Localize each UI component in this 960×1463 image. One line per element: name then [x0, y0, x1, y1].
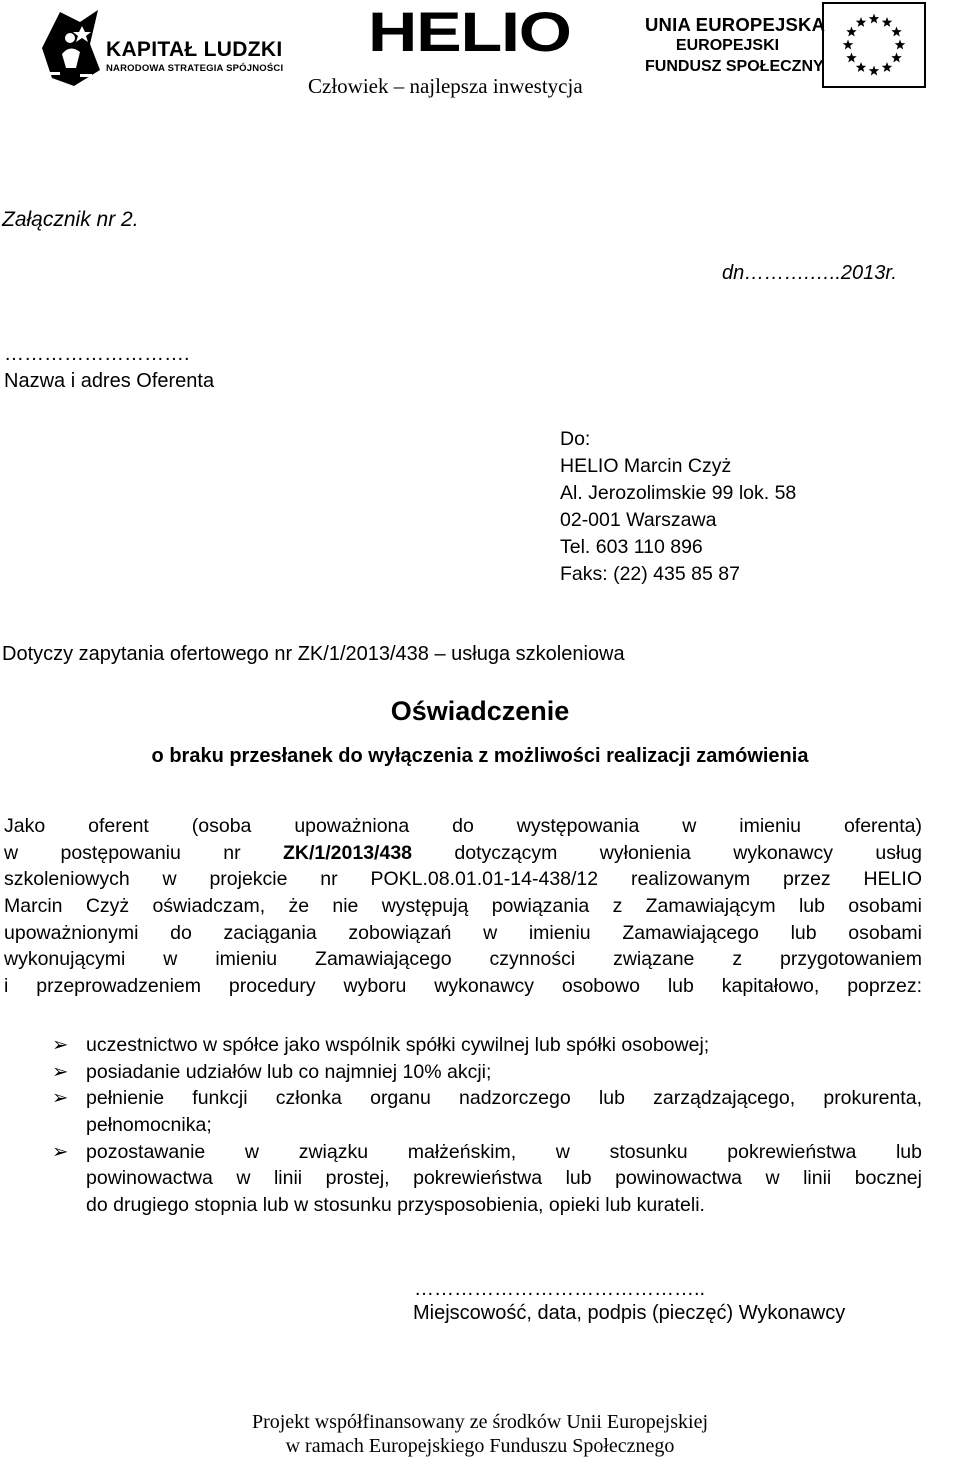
- footer-line: Projekt współfinansowany ze środków Unii Europejskiej: [251, 1411, 709, 1433]
- list-item-text: pełnomocnika;: [86, 1114, 212, 1137]
- eu-star-icon: [891, 53, 901, 63]
- eu-star-icon: [891, 27, 901, 37]
- eu-star-icon: [856, 62, 866, 72]
- statement-paragraph: [4, 813, 922, 1000]
- paragraph-text: w postępowaniu nr: [4, 841, 283, 864]
- footer-note: [0, 1410, 960, 1458]
- paragraph-line: Marcin Czyż oświadczam, że nie występują powiązania z Zamawiającym lub osobami: [4, 895, 922, 918]
- arrow-bullet-icon: ➢: [52, 1060, 69, 1083]
- document-subtitle: o braku przesłanek do wyłączenia z możliwości realizacji zamówienia: [151, 745, 809, 767]
- offeror-dots: ……………………….: [4, 343, 190, 365]
- eu-star-icon: [882, 17, 892, 27]
- eu-star-icon: [843, 40, 853, 50]
- eu-star-icon: [856, 17, 866, 27]
- date-line: dn……….…..2013r.: [722, 262, 897, 284]
- recipient-phone: Tel. 603 110 896: [560, 536, 703, 558]
- list-item: [52, 1059, 922, 1086]
- arrow-bullet-icon: ➢: [52, 1034, 69, 1056]
- document-title: Oświadczenie: [390, 696, 570, 726]
- eu-star-icon: [846, 27, 856, 37]
- signature-dots: ……………………………………..: [414, 1278, 706, 1300]
- eu-flag: [822, 2, 926, 88]
- paragraph-line: szkoleniowych w projekcie nr POKL.08.01.01-14-438/12 realizowanym przez HELIO: [4, 868, 922, 891]
- paragraph-text: dotyczącym wyłonienia wykonawcy usług: [412, 841, 922, 864]
- list-item-text: powinowactwa w linii prostej, pokrewieństwa lub powinowactwa w linii bocznej: [86, 1167, 922, 1190]
- recipient-to: Do:: [560, 428, 591, 450]
- eu-star-icon: [869, 66, 879, 76]
- paragraph-line: [4, 840, 922, 867]
- attachment-label: Załącznik nr 2.: [2, 208, 139, 231]
- eu-star-icon: [846, 53, 856, 63]
- list-item-text: pełnienie funkcji członka organu nadzorczego lub zarządzającego, prokurenta,: [86, 1087, 922, 1110]
- recipient-fax: Faks: (22) 435 85 87: [560, 563, 740, 585]
- list-item-text: posiadanie udziałów lub co najmniej 10% akcji;: [86, 1060, 492, 1083]
- subject-line: Dotyczy zapytania ofertowego nr ZK/1/2013/438 – usługa szkoleniowa: [2, 643, 625, 665]
- list-item: [52, 1085, 922, 1138]
- signature-label: Miejscowość, data, podpis (pieczęć) Wykonawcy: [413, 1302, 846, 1324]
- kapital-ludzki-logo-icon: [40, 8, 102, 90]
- kapital-ludzki-title: KAPITAŁ LUDZKI: [106, 38, 283, 61]
- arrow-bullet-icon: ➢: [52, 1140, 69, 1163]
- list-item: [52, 1139, 922, 1219]
- eu-label-line3: FUNDUSZ SPOŁECZNY: [645, 58, 824, 75]
- kapital-ludzki-logo: [40, 8, 284, 92]
- kapital-ludzki-subtitle: NARODOWA STRATEGIA SPÓJNOŚCI: [106, 63, 284, 74]
- recipient-name: HELIO Marcin Czyż: [560, 455, 732, 477]
- list-item: [52, 1032, 922, 1059]
- paragraph-line: Jako oferent (osoba upoważniona do występowania w imieniu oferenta): [4, 815, 922, 837]
- arrow-bullet-icon: ➢: [52, 1087, 69, 1110]
- offeror-label: Nazwa i adres Oferenta: [4, 370, 215, 392]
- eu-flag-icon: [824, 4, 924, 86]
- conditions-list: [52, 1032, 922, 1219]
- tender-number: ZK/1/2013/438: [283, 841, 413, 864]
- paragraph-line: wykonującymi w imieniu Zamawiającego czynności związane z przygotowaniem: [4, 948, 922, 971]
- paragraph-line: i przeprowadzeniem procedury wyboru wykonawcy osobowo lub kapitałowo, poprzez:: [4, 975, 922, 998]
- footer-line: w ramach Europejskiego Funduszu Społecznego: [285, 1435, 675, 1457]
- recipient-city: 02-001 Warszawa: [560, 509, 717, 531]
- eu-star-icon: [869, 14, 879, 24]
- recipient-block: [560, 426, 796, 588]
- list-item-text: do drugiego stopnia lub w stosunku przysposobienia, opieki lub kurateli.: [86, 1194, 705, 1217]
- list-item-text: pozostawanie w związku małżeńskim, w stosunku pokrewieństwa lub: [86, 1140, 922, 1163]
- eu-star-icon: [895, 40, 905, 50]
- eu-label-line2: EUROPEJSKI: [675, 37, 780, 54]
- motto: Człowiek – najlepsza inwestycja: [308, 74, 583, 98]
- paragraph-line: upoważnionymi do zaciągania zobowiązań w imieniu Zamawiającego lub osobami: [4, 921, 922, 944]
- helio-logo: HELIO: [368, 0, 571, 63]
- eu-label-line1: UNIA EUROPEJSKA: [645, 14, 826, 35]
- recipient-street: Al. Jerozolimskie 99 lok. 58: [560, 482, 797, 504]
- eu-label: [645, 14, 826, 77]
- list-item-text: uczestnictwo w spółce jako wspólnik spółki cywilnej lub spółki osobowej;: [86, 1034, 710, 1056]
- eu-star-icon: [882, 62, 892, 72]
